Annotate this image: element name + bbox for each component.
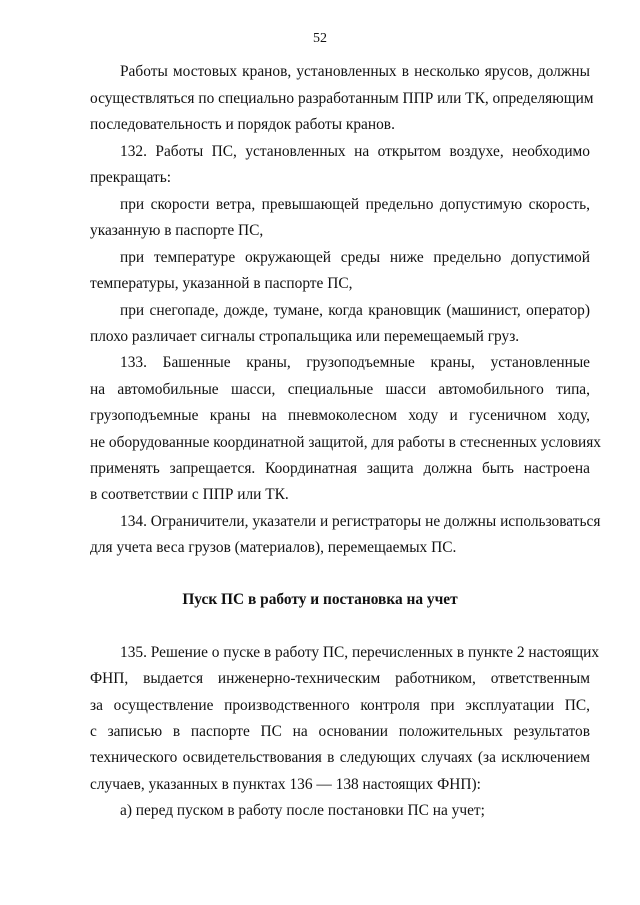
- text-line: применять запрещается. Координатная защита должна быть настроена: [90, 460, 590, 477]
- text-line: грузоподъемные краны на пневмоколесном ходу и гусеничном ходу,: [90, 407, 590, 424]
- text-line: ФНП, выдается инженерно-техническим работником, ответственным: [90, 670, 590, 687]
- text-line: 133. Башенные краны, грузоподъемные краны, установленные: [120, 354, 590, 371]
- text-line: при скорости ветра, превышающей предельно допустимую скорость,: [120, 196, 590, 213]
- text-line: не оборудованные координатной защитой, для работы в стесненных условиях: [90, 434, 601, 451]
- section-heading: Пуск ПС в работу и постановка на учет: [182, 591, 458, 608]
- text-line: прекращать:: [90, 169, 172, 186]
- text-line: для учета веса грузов (материалов), перемещаемых ПС.: [90, 539, 457, 556]
- text-line: с записью в паспорте ПС на основании положительных результатов: [90, 723, 590, 740]
- text-line: осуществляться по специально разработанным ППР или ТК, определяющим: [90, 90, 594, 107]
- text-line: указанную в паспорте ПС,: [90, 222, 264, 239]
- text-line: при температуре окружающей среды ниже предельно допустимой: [120, 249, 590, 266]
- text-line: Работы мостовых кранов, установленных в несколько ярусов, должны: [120, 63, 590, 80]
- text-line: плохо различает сигналы стропальщика или перемещаемый груз.: [90, 328, 520, 345]
- text-line: технического освидетельствования в следующих случаях (за исключением: [90, 749, 590, 766]
- text-line: 132. Работы ПС, установленных на открытом воздухе, необходимо: [120, 143, 590, 160]
- text-line: при снегопаде, дожде, тумане, когда крановщик (машинист, оператор): [120, 302, 590, 319]
- text-line: 134. Ограничители, указатели и регистраторы не должны использоваться: [120, 513, 601, 530]
- text-line: последовательность и порядок работы кранов.: [90, 116, 395, 133]
- text-line: в соответствии с ППР или ТК.: [90, 486, 289, 503]
- text-line: а) перед пуском в работу после постановки ПС на учет;: [120, 802, 485, 819]
- text-line: случаев, указанных в пунктах 136 — 138 настоящих ФНП):: [90, 776, 481, 793]
- text-line: на автомобильные шасси, специальные шасси автомобильного типа,: [90, 381, 590, 398]
- text-line: 135. Решение о пуске в работу ПС, перечисленных в пункте 2 настоящих: [120, 644, 600, 661]
- page-number: 52: [313, 31, 327, 46]
- text-line: за осуществление производственного контроля при эксплуатации ПС,: [90, 697, 590, 714]
- text-line: температуры, указанной в паспорте ПС,: [90, 275, 353, 292]
